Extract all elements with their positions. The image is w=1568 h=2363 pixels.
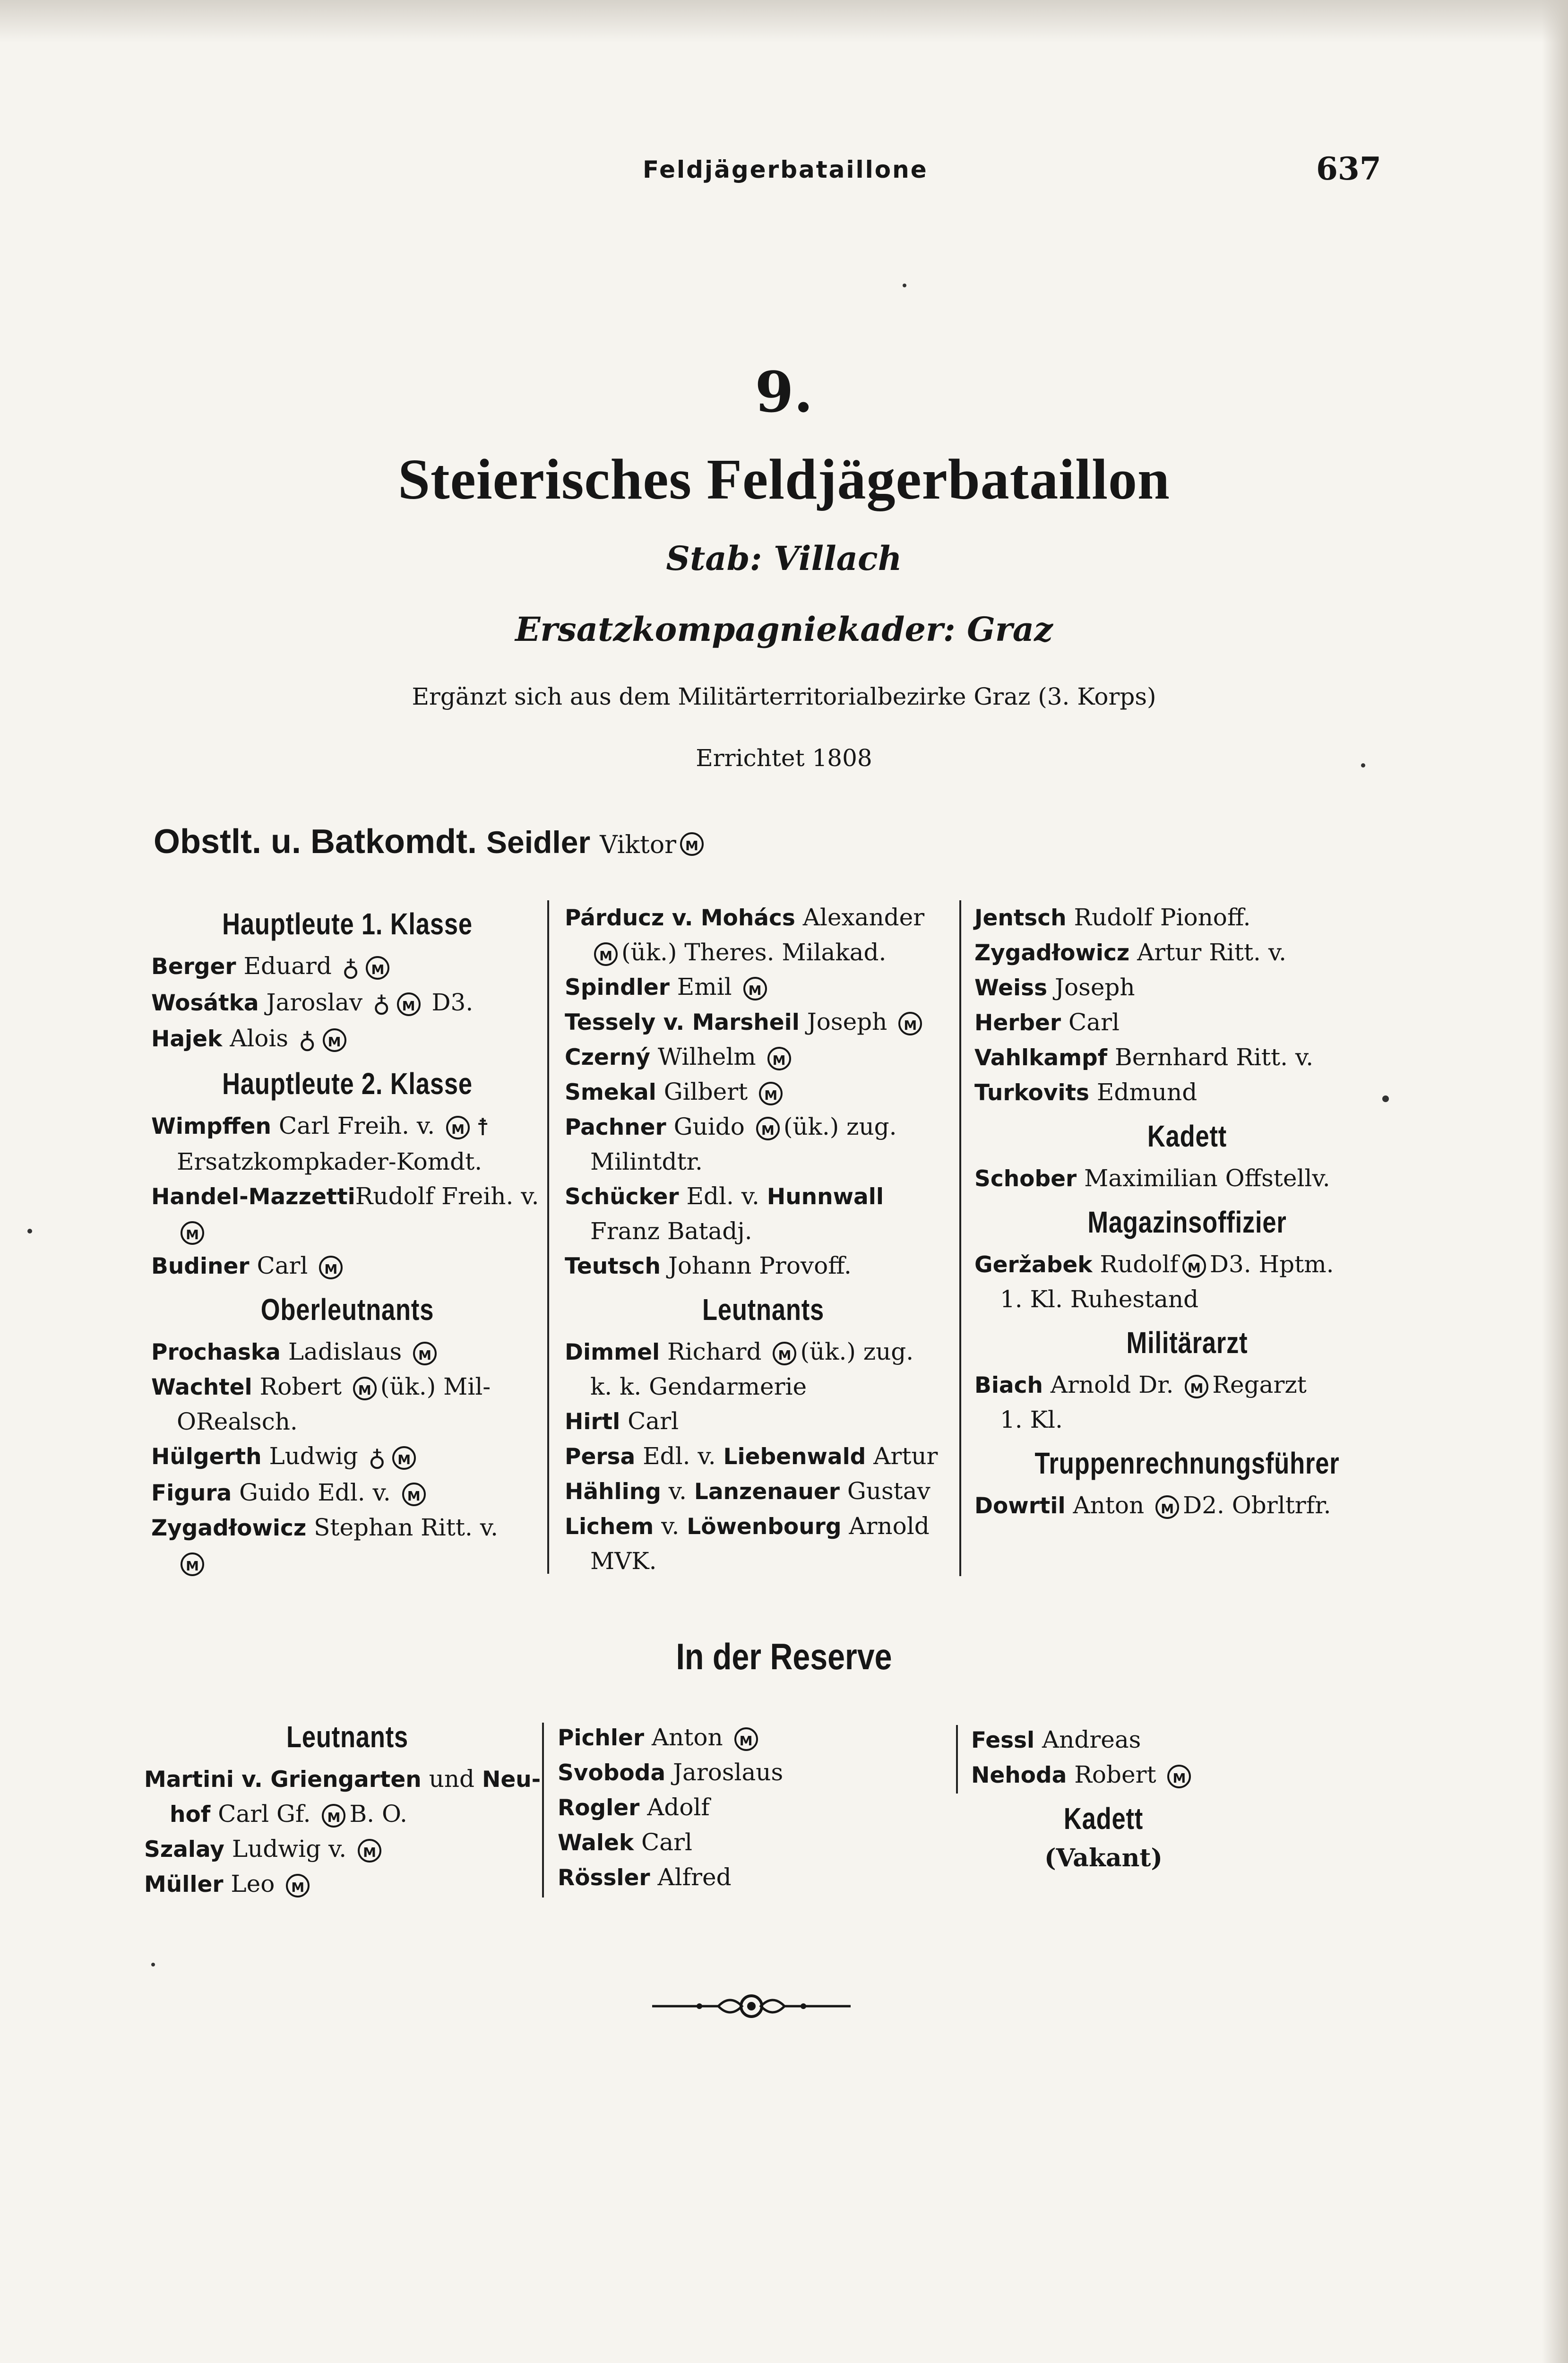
- ink-speck: [1361, 763, 1365, 768]
- merit-medal-icon: M: [898, 1012, 922, 1035]
- merit-medal-icon: M: [1155, 1495, 1179, 1519]
- list-item: Spindler Emil M: [565, 970, 962, 1005]
- page-edge-top: [0, 0, 1568, 43]
- list-item: Budiner Carl M: [151, 1249, 543, 1284]
- ink-speck: [27, 1229, 32, 1233]
- list-item: Pachner Guido M (ük.) zug.: [565, 1113, 897, 1140]
- commander-surname: Seidler: [486, 825, 591, 860]
- merit-medal-icon: M: [392, 1446, 416, 1470]
- stab-label: Stab:: [666, 539, 762, 578]
- merit-medal-icon: M: [181, 1221, 204, 1245]
- merit-medal-icon: M: [743, 977, 767, 1000]
- section-title-hauptleute-1: Hauptleute 1. Klasse: [222, 907, 473, 941]
- section-title-magazinsoffizier: Magazinsoffizier: [1087, 1205, 1287, 1239]
- list-item: Schücker Edl. v. Hunnwall: [565, 1182, 884, 1210]
- merit-medal-icon: M: [773, 1342, 796, 1365]
- ink-speck: [151, 1963, 155, 1966]
- list-item: Hähling v. Lanzenauer Gustav: [565, 1477, 930, 1505]
- section-title-truppenrechnungsfuehrer: Truppenrechnungsführer: [1034, 1446, 1340, 1480]
- list-item: Weiss Joseph: [974, 974, 1135, 1001]
- list-item: Walek Carl: [558, 1828, 693, 1856]
- list-item-continuation: ORealsch.: [177, 1408, 298, 1435]
- list-item: Zygadłowicz Artur Ritt. v.: [974, 939, 1287, 966]
- merit-medal-icon: M: [286, 1874, 310, 1897]
- column-divider: [547, 900, 549, 1574]
- battalion-number: 9.: [755, 359, 813, 425]
- list-item: Czerný Wilhelm M: [565, 1040, 962, 1075]
- merit-medal-icon: M: [1182, 1254, 1206, 1278]
- merit-medal-icon: M: [759, 1082, 783, 1105]
- list-item: Geržabek Rudolf M D3. Hptm.: [974, 1250, 1334, 1278]
- list-item: Nehoda Robert M: [971, 1758, 1373, 1793]
- section-title-kadett: Kadett: [1147, 1119, 1227, 1153]
- list-item: Dimmel Richard M (ük.) zug.: [565, 1338, 914, 1365]
- list-item: Párducz v. Mohács Alexander: [565, 904, 925, 931]
- section-title-militaerarzt: Militärarzt: [1126, 1326, 1248, 1360]
- ink-speck: [903, 284, 906, 287]
- list-item: Hülgerth Ludwig ♁ M: [151, 1439, 543, 1475]
- merit-medal-icon: M: [734, 1727, 758, 1751]
- list-item: Rogler Adolf: [558, 1794, 710, 1821]
- list-item-continuation: M (ük.) Theres. Milakad.: [565, 935, 962, 970]
- commander-line: [154, 822, 707, 861]
- list-item: Smekal Gilbert M: [565, 1075, 962, 1110]
- list-item: Fessl Andreas: [971, 1726, 1141, 1753]
- list-item-continuation: k. k. Gendarmerie: [590, 1373, 807, 1400]
- column-divider: [542, 1723, 544, 1897]
- column-3: [974, 900, 1400, 1523]
- list-item: Teutsch Johann Provoff.: [565, 1252, 852, 1279]
- merit-medal-icon: M: [322, 1804, 345, 1828]
- vacancy-note: (Vakant): [1044, 1844, 1163, 1872]
- recruitment-line: Ergänzt sich aus dem Militärterritorialbezirke Graz (3. Korps): [412, 683, 1156, 710]
- commander-rank: Obstlt. u. Batkomdt.: [154, 823, 477, 861]
- list-item-continuation: MVK.: [590, 1547, 657, 1575]
- column-1: [151, 898, 543, 1580]
- merit-medal-icon: M: [1167, 1765, 1191, 1788]
- ersatz-label: Ersatzkompagniekader:: [515, 610, 956, 649]
- stab-line: [0, 539, 1568, 578]
- stab-value: Villach: [773, 539, 902, 578]
- list-item: Zygadłowicz Stephan Ritt. v.: [151, 1513, 498, 1541]
- ersatz-line: [0, 610, 1568, 649]
- list-item: Martini v. Griengarten und Neu-: [144, 1765, 541, 1793]
- commander-firstname: Viktor: [600, 831, 676, 859]
- column-divider: [956, 1725, 958, 1794]
- merit-medal-icon: M: [402, 1483, 426, 1506]
- merit-medal-icon: M: [323, 1028, 346, 1052]
- column-2: [565, 900, 962, 1578]
- merit-medal-icon: M: [1185, 1375, 1208, 1398]
- column-divider: [959, 900, 961, 1576]
- order-cross-icon: ♁: [342, 954, 360, 982]
- fleuron-ornament-icon: [647, 1987, 855, 2025]
- section-title-oberleutnants: Oberleutnants: [260, 1293, 434, 1327]
- list-item-continuation: Franz Batadj.: [590, 1217, 752, 1245]
- running-head: Feldjägerbataillone: [643, 156, 928, 183]
- ersatz-value: Graz: [967, 610, 1053, 649]
- list-item-continuation: hof Carl Gf. M B. O.: [170, 1800, 407, 1828]
- list-item: Pichler Anton M: [558, 1720, 955, 1755]
- list-item: Berger Eduard ♁ M: [151, 949, 543, 985]
- merit-medal-icon: M: [353, 1377, 377, 1400]
- battalion-title: Steierisches Feldjägerbataillon: [398, 448, 1170, 511]
- list-item: Herber Carl: [974, 1009, 1120, 1036]
- reserve-title: In der Reserve: [676, 1636, 892, 1677]
- list-item: Müller Leo M: [144, 1867, 551, 1902]
- list-item: Dowrtil Anton M D2. Obrltrfr.: [974, 1492, 1331, 1519]
- list-item: Handel-MazzettiRudolf Freih. v.: [151, 1182, 539, 1210]
- list-item: Szalay Ludwig v. M: [144, 1832, 551, 1867]
- page-number: 637: [1316, 150, 1381, 187]
- reserve-column-2: [558, 1720, 955, 1895]
- list-item: Wosátka Jaroslav ♁ M D3.: [151, 985, 543, 1022]
- order-cross-icon: ♁: [372, 990, 390, 1018]
- list-item: Vahlkampf Bernhard Ritt. v.: [974, 1044, 1314, 1071]
- order-cross-icon: ♁: [298, 1026, 316, 1054]
- section-title-leutnants: Leutnants: [702, 1293, 825, 1327]
- section-title-hauptleute-2: Hauptleute 2. Klasse: [222, 1066, 473, 1101]
- page-edge-right: [1542, 0, 1568, 2363]
- merit-medal-icon: M: [594, 942, 618, 966]
- reserve-column-3: [971, 1723, 1373, 1872]
- list-item-continuation: 1. Kl.: [1000, 1406, 1063, 1433]
- cross-icon: ☨: [476, 1113, 490, 1141]
- list-item: Hajek Alois ♁ M: [151, 1021, 543, 1058]
- list-item-continuation: 1. Kl. Ruhestand: [1000, 1285, 1199, 1313]
- list-item: Biach Arnold Dr. M Regarzt: [974, 1371, 1307, 1398]
- list-item: Jentsch Rudolf Pionoff.: [974, 904, 1251, 931]
- list-item: Persa Edl. v. Liebenwald Artur: [565, 1442, 938, 1470]
- list-item-continuation: [151, 1545, 543, 1580]
- merit-medal-icon: M: [358, 1839, 381, 1863]
- merit-medal-icon: M: [680, 832, 704, 856]
- list-item: Tessely v. Marsheil Joseph M: [565, 1005, 962, 1040]
- list-item: Schober Maximilian Offstellv.: [974, 1164, 1330, 1192]
- list-item: Lichem v. Löwenbourg Arnold: [565, 1512, 930, 1540]
- list-item: Wachtel Robert M (ük.) Mil-: [151, 1373, 491, 1400]
- merit-medal-icon: M: [366, 956, 389, 980]
- order-cross-icon: ♁: [368, 1444, 386, 1472]
- list-item: Hirtl Carl: [565, 1407, 679, 1435]
- list-item: Prochaska Ladislaus M: [151, 1335, 543, 1370]
- merit-medal-icon: M: [767, 1047, 791, 1070]
- ink-speck: [1382, 1095, 1389, 1102]
- list-item: Wimpffen Carl Freih. v. M ☨: [151, 1109, 543, 1145]
- list-item-continuation: Milintdtr.: [590, 1148, 703, 1175]
- list-item: Svoboda Jaroslaus: [558, 1759, 784, 1786]
- list-item: Rössler Alfred: [558, 1863, 732, 1891]
- section-title-reserve-leutnants: Leutnants: [286, 1720, 409, 1754]
- list-item-continuation: Ersatzkompkader-Komdt.: [177, 1148, 482, 1175]
- merit-medal-icon: M: [319, 1256, 343, 1279]
- merit-medal-icon: M: [181, 1552, 204, 1576]
- reserve-column-1: [144, 1711, 551, 1902]
- list-item: Figura Guido Edl. v. M: [151, 1475, 543, 1510]
- list-item-continuation: [151, 1214, 543, 1249]
- section-title-reserve-kadett: Kadett: [1063, 1802, 1144, 1836]
- merit-medal-icon: M: [756, 1117, 780, 1140]
- merit-medal-icon: M: [446, 1116, 470, 1139]
- founded-line: Errichtet 1808: [696, 744, 872, 772]
- list-item: Turkovits Edmund: [974, 1078, 1198, 1106]
- merit-medal-icon: M: [397, 992, 421, 1016]
- merit-medal-icon: M: [413, 1342, 437, 1365]
